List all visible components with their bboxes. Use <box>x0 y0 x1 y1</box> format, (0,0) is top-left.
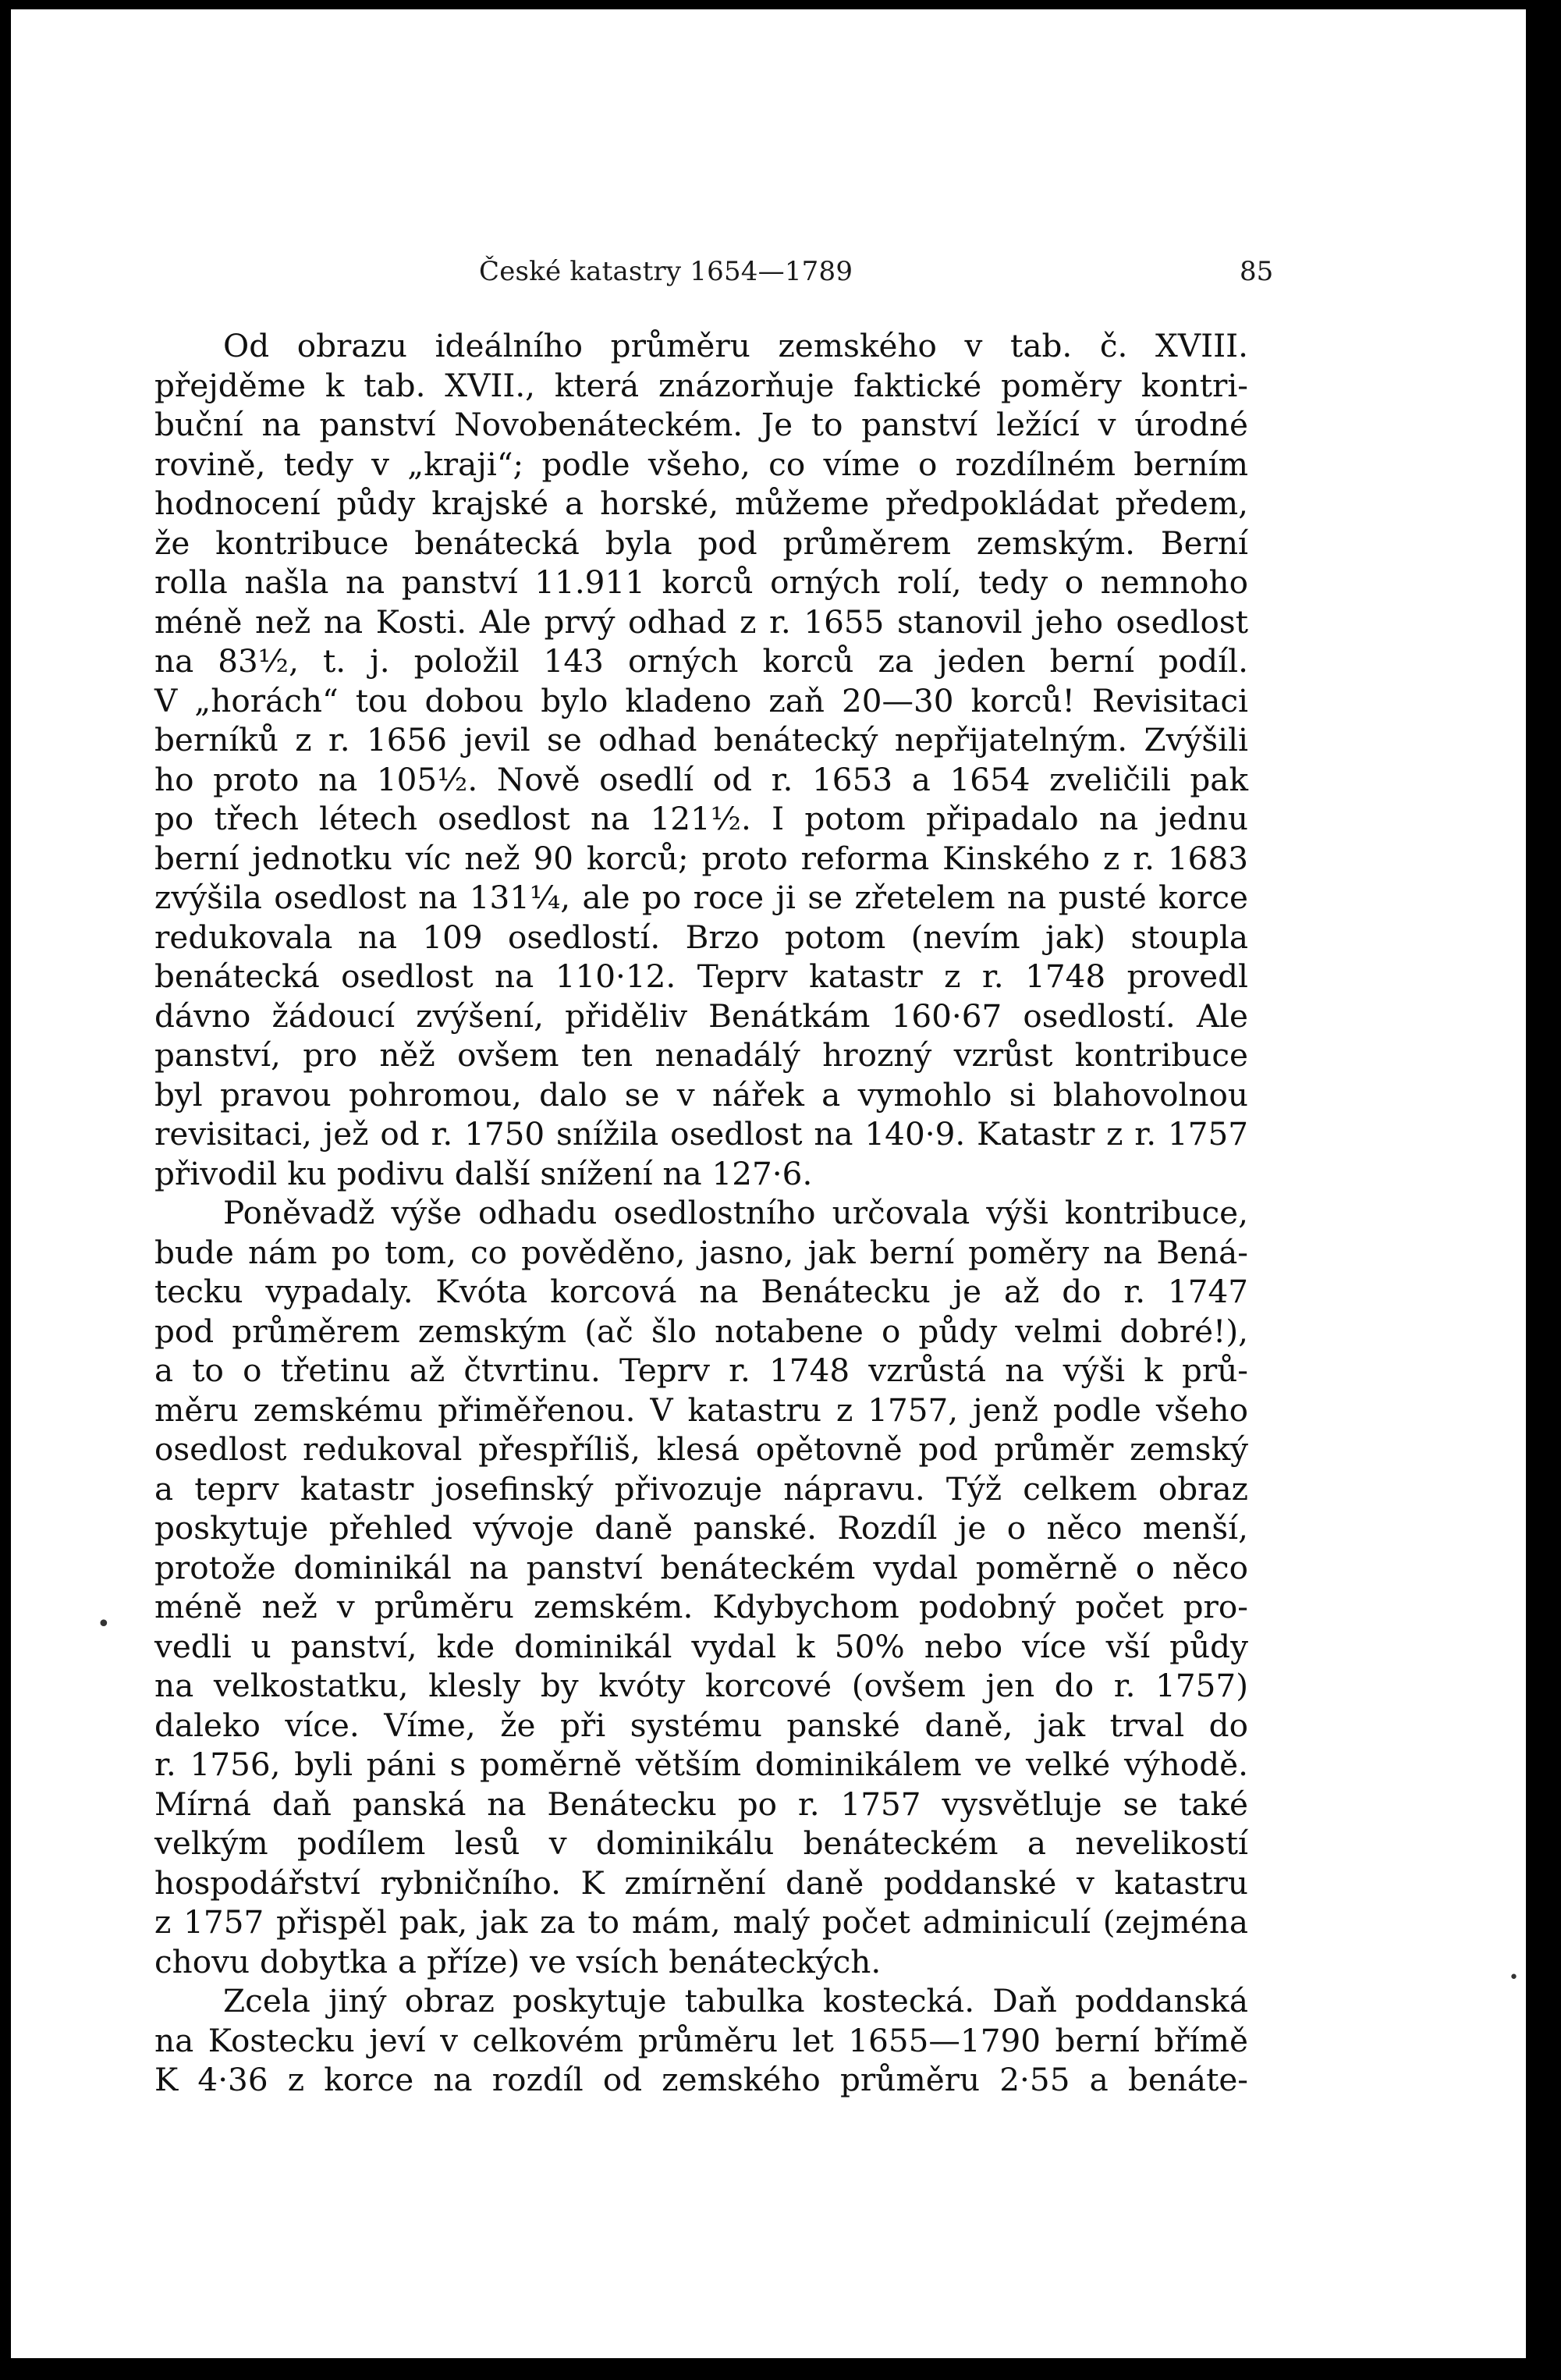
text-line: přejděme k tab. XVII., která znázorňuje faktické poměry kontri- <box>154 366 1248 404</box>
book-page <box>11 9 1526 2358</box>
text-line: a to o třetinu až čtvrtinu. Teprv r. 1748 vzrůstá na výši k prů- <box>154 1352 1248 1389</box>
text-line: bude nám po tom, co pověděno, jasno, jak berní poměry na Bená- <box>154 1233 1248 1271</box>
text-line: panství, pro něž ovšem ten nenadálý hrozný vzrůst kontribuce <box>154 1036 1248 1074</box>
text-line: dávno žádoucí zvýšení, přiděliv Benátkám 160·67 osedlostí. Ale <box>154 996 1248 1035</box>
margin-dot-mark: • <box>97 1611 111 1638</box>
text-line: redukovala na 109 osedlostí. Brzo potom (nevím jak) stoupla <box>154 918 1248 956</box>
text-line: pod průměrem zemským (ač šlo notabene o půdy velmi dobré!), <box>154 1312 1248 1350</box>
page-header <box>11 256 1526 295</box>
text-line: Poněvadž výše odhadu osedlostního určovala výši kontribuce, <box>223 1194 1248 1231</box>
text-line: tecku vypadaly. Kvóta korcová na Benátecku je až do r. 1747 <box>154 1273 1248 1310</box>
text-line: z 1757 přispěl pak, jak za to mám, malý počet adminiculí (zejména <box>154 1903 1248 1941</box>
text-line: hodnocení půdy krajské a horské, můžeme předpokládat předem, <box>154 485 1248 522</box>
text-line: buční na panství Novobenáteckém. Je to panství ležící v úrodné <box>154 406 1248 443</box>
text-line: V „horách“ tou dobou bylo kladeno zaň 20—30 korců! Revisitaci <box>154 681 1248 719</box>
text-line: chovu dobytka a příze) ve vsích benáteckých. <box>154 1942 882 1980</box>
text-line: na Kostecku jeví v celkovém průměru let 1655—1790 berní břímě <box>154 2021 1248 2059</box>
margin-dot-mark: • <box>1509 1968 1519 1987</box>
text-line: Mírná daň panská na Benátecku po r. 1757 vysvětluje se také <box>154 1785 1248 1823</box>
text-line: rovině, tedy v „kraji“; podle všeho, co víme o rozdílném berním <box>154 445 1248 483</box>
text-line: na 83½, t. j. položil 143 orných korců za jeden berní podíl. <box>154 642 1248 680</box>
text-line: berní jednotku víc než 90 korců; proto reforma Kinského z r. 1683 <box>154 839 1248 877</box>
text-line: po třech létech osedlost na 121½. I potom připadalo na jednu <box>154 800 1248 837</box>
page-number: 85 <box>1240 256 1274 287</box>
text-line: benátecká osedlost na 110·12. Teprv katastr z r. 1748 provedl <box>154 957 1248 995</box>
text-line: r. 1756, byli páni s poměrně větším dominikálem ve velké výhodě. <box>154 1746 1248 1783</box>
text-line: berníků z r. 1656 jevil se odhad benátecký nepřijatelným. Zvýšili <box>154 721 1248 758</box>
text-line: vedli u panství, kde dominikál vydal k 50% nebo více vší půdy <box>154 1627 1248 1665</box>
body-text <box>154 326 1248 2100</box>
text-line: a teprv katastr josefinský přivozuje nápravu. Týž celkem obraz <box>154 1469 1248 1508</box>
text-line: méně než v průměru zemském. Kdybychom podobný počet pro- <box>154 1588 1248 1625</box>
text-line: Od obrazu ideálního průměru zemského v tab. č. XVIII. <box>223 327 1248 364</box>
text-line: K 4·36 z korce na rozdíl od zemského průměru 2·55 a benáte- <box>154 2061 1248 2098</box>
text-line: přivodil ku podivu další snížení na 127·6. <box>154 1154 813 1192</box>
text-line: méně než na Kosti. Ale prvý odhad z r. 1655 stanovil jeho osedlost <box>154 602 1248 641</box>
text-line: revisitaci, jež od r. 1750 snížila osedlost na 140·9. Katastr z r. 1757 <box>154 1115 1248 1153</box>
text-line: že kontribuce benátecká byla pod průměrem zemským. Berní <box>154 524 1248 562</box>
text-line: byl pravou pohromou, dalo se v nářek a vymohlo si blahovolnou <box>154 1075 1248 1114</box>
text-line: zvýšila osedlost na 131¼, ale po roce ji se zřetelem na pusté korce <box>154 879 1248 916</box>
text-line: na velkostatku, klesly by kvóty korcové (ovšem jen do r. 1757) <box>154 1667 1248 1704</box>
text-line: rolla našla na panství 11.911 korců orných rolí, tedy o nemnoho <box>154 563 1248 601</box>
text-line: velkým podílem lesů v dominikálu benáteckém a nevelikostí <box>154 1824 1248 1862</box>
text-line: daleko více. Víme, že při systému panské daně, jak trval do <box>154 1706 1248 1744</box>
text-line: Zcela jiný obraz poskytuje tabulka kostecká. Daň poddanská <box>223 1982 1248 2019</box>
running-title: České katastry 1654—1789 <box>479 256 853 287</box>
text-line: ho proto na 105½. Nově osedlí od r. 1653 a 1654 zveličili pak <box>154 760 1248 798</box>
text-line: protože dominikál na panství benáteckém vydal poměrně o něco <box>154 1548 1248 1586</box>
text-line: měru zemskému přiměřenou. V katastru z 1757, jenž podle všeho <box>154 1391 1248 1429</box>
text-line: osedlost redukoval přespříliš, klesá opětovně pod průměr zemský <box>154 1430 1248 1468</box>
text-line: hospodářství rybničního. K zmírnění daně poddanské v katastru <box>154 1863 1248 1902</box>
text-line: poskytuje přehled vývoje daně panské. Rozdíl je o něco menší, <box>154 1509 1248 1547</box>
